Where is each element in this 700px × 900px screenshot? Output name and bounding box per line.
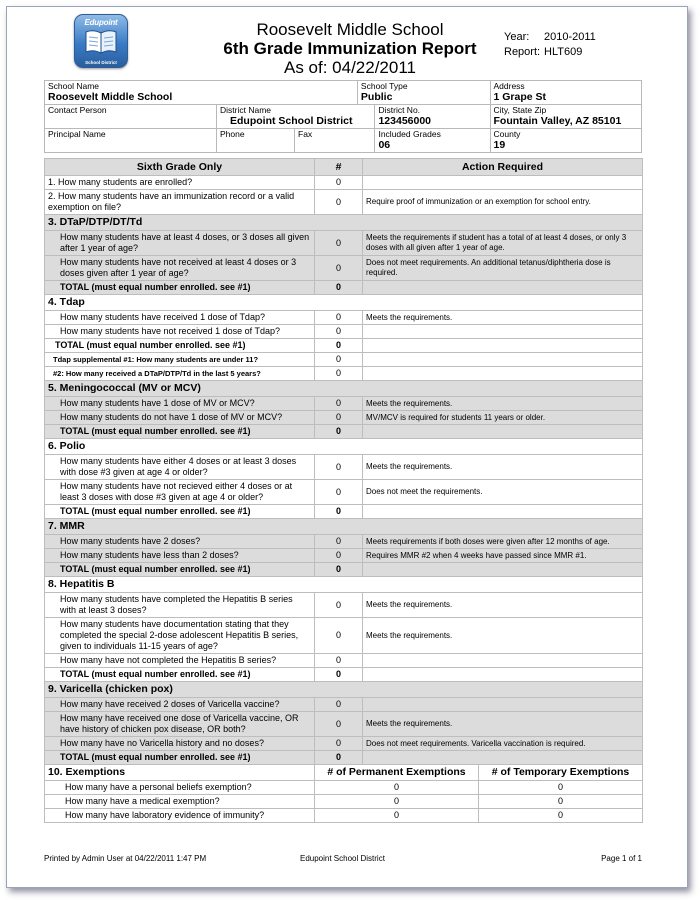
question-cell: 2. How many students have an immunization record or a valid exemption on file? — [45, 190, 315, 215]
phone-label: Phone — [220, 129, 245, 139]
count-cell: 0 — [315, 367, 363, 381]
section-title: 7. MMR — [45, 519, 643, 535]
question-cell: How many have a medical exemption? — [45, 795, 315, 809]
action-cell: Meets the requirements. — [363, 311, 643, 325]
perm-count-cell: 0 — [315, 809, 479, 823]
count-cell: 0 — [315, 593, 363, 618]
grades-label: Included Grades — [378, 129, 441, 139]
action-cell: Meets requirements if both doses were given after 12 months of age. — [363, 535, 643, 549]
district-name-label: District Name — [220, 105, 272, 115]
question-cell: How many have laboratory evidence of immunity? — [45, 809, 315, 823]
table-row — [45, 311, 643, 325]
as-of-date: As of: 04/22/2011 — [283, 58, 416, 77]
total-count: 0 — [315, 339, 363, 353]
section-header — [45, 682, 643, 698]
question-cell: How many students have at least 4 doses, or 3 doses all given after 1 year of age? — [45, 231, 315, 256]
fax-label: Fax — [298, 129, 313, 139]
total-row — [45, 281, 643, 295]
table-row — [45, 795, 643, 809]
action-cell: Meets the requirements if student has a total of at least 4 doses, or only 3 doses with all given after 1 year of age. — [363, 231, 643, 256]
address-label: Address — [493, 81, 525, 91]
section-header — [45, 439, 643, 455]
section-header — [45, 215, 643, 231]
question-cell: How many students do not have 1 dose of MV or MCV? — [45, 411, 315, 425]
total-label: TOTAL (must equal number enrolled. see #1) — [45, 281, 315, 295]
section-title: 5. Meningococcal (MV or MCV) — [45, 381, 643, 397]
table-row — [45, 593, 643, 618]
section-title: 3. DTaP/DTP/DT/Td — [45, 215, 643, 231]
table-row — [45, 737, 643, 751]
action-cell: Does not meet requirements. Varicella vaccination is required. — [363, 737, 643, 751]
section-header — [45, 765, 643, 781]
table-row — [45, 618, 643, 654]
total-row — [45, 425, 643, 439]
printed-by: Printed by Admin User at 04/22/2011 1:47 PM — [44, 854, 207, 863]
total-count: 0 — [315, 281, 363, 295]
table-row — [45, 397, 643, 411]
temp-count-cell: 0 — [479, 809, 643, 823]
table-row — [45, 809, 643, 823]
col-header-count: # — [315, 159, 363, 176]
action-cell: Meets the requirements. — [363, 455, 643, 480]
question-cell: Tdap supplemental #1: How many students are under 11? — [45, 353, 315, 367]
year-value: 2010-2011 — [544, 31, 596, 43]
question-cell: How many have received 2 doses of Varicella vaccine? — [45, 698, 315, 712]
question-cell: How many have a personal beliefs exemption? — [45, 781, 315, 795]
action-cell — [363, 176, 643, 190]
count-cell: 0 — [315, 737, 363, 751]
school-name-label: School Name — [48, 81, 100, 91]
total-row — [45, 505, 643, 519]
action-cell — [363, 353, 643, 367]
action-cell: Meets the requirements. — [363, 397, 643, 411]
count-cell: 0 — [315, 311, 363, 325]
table-row — [45, 480, 643, 505]
question-cell: How many have received one dose of Varicella vaccine, OR have history of chicken pox disease, OR both? — [45, 712, 315, 737]
count-cell: 0 — [315, 535, 363, 549]
table-row — [45, 712, 643, 737]
action-cell — [363, 698, 643, 712]
city-value: Fountain Valley, AZ 85101 — [493, 115, 622, 127]
table-row — [45, 231, 643, 256]
total-count: 0 — [315, 563, 363, 577]
question-cell: How many students have documentation stating that they completed the special 2-dose adolescent Hepatitis B series, given to individuals 11-15 years of age? — [45, 618, 315, 654]
section-header — [45, 577, 643, 593]
school-name-value: Roosevelt Middle School — [48, 91, 173, 103]
action-cell: Meets the requirements. — [363, 593, 643, 618]
temp-count-cell: 0 — [479, 795, 643, 809]
action-cell — [363, 425, 643, 439]
temp-count-cell: 0 — [479, 781, 643, 795]
question-cell: How many have no Varicella history and no doses? — [45, 737, 315, 751]
total-label: TOTAL (must equal number enrolled. see #1) — [45, 563, 315, 577]
action-cell — [363, 668, 643, 682]
action-cell: Requires MMR #2 when 4 weeks have passed since MMR #1. — [363, 549, 643, 563]
page-number: Page 1 of 1 — [601, 854, 642, 863]
temp-exemptions-header: # of Temporary Exemptions — [479, 765, 643, 781]
perm-count-cell: 0 — [315, 795, 479, 809]
action-cell — [363, 505, 643, 519]
question-cell: How many students have less than 2 doses? — [45, 549, 315, 563]
perm-exemptions-header: # of Permanent Exemptions — [315, 765, 479, 781]
contact-label: Contact Person — [48, 105, 107, 115]
section-title: 8. Hepatitis B — [45, 577, 643, 593]
table-row — [45, 781, 643, 795]
count-cell: 0 — [315, 712, 363, 737]
table-row — [45, 549, 643, 563]
count-cell: 0 — [315, 176, 363, 190]
question-cell: How many students have not recieved either 4 doses or at least 3 doses with dose #3 given at age 4 or older? — [45, 480, 315, 505]
action-cell — [363, 281, 643, 295]
report-label: Report: — [504, 46, 541, 58]
count-cell: 0 — [315, 231, 363, 256]
report-meta — [504, 30, 596, 60]
total-count: 0 — [315, 751, 363, 765]
table-row — [45, 455, 643, 480]
footer-district: Edupoint School District — [300, 854, 385, 863]
table-row — [45, 256, 643, 281]
action-cell — [363, 325, 643, 339]
county-label: County — [493, 129, 521, 139]
school-title: Roosevelt Middle School — [256, 20, 444, 39]
school-info-table — [44, 80, 642, 153]
action-cell — [363, 654, 643, 668]
section-header — [45, 381, 643, 397]
total-row — [45, 339, 643, 353]
action-cell — [363, 751, 643, 765]
table-row — [45, 190, 643, 215]
col-header-action: Action Required — [363, 159, 643, 176]
question-cell: How many students have received 1 dose of Tdap? — [45, 311, 315, 325]
table-row — [45, 353, 643, 367]
count-cell: 0 — [315, 353, 363, 367]
action-cell: Meets the requirements. — [363, 618, 643, 654]
count-cell: 0 — [315, 190, 363, 215]
total-count: 0 — [315, 425, 363, 439]
section-header — [45, 519, 643, 535]
report-id: HLT609 — [544, 46, 583, 58]
column-header-row — [45, 159, 643, 176]
question-cell: 1. How many students are enrolled? — [45, 176, 315, 190]
count-cell: 0 — [315, 397, 363, 411]
county-value: 19 — [493, 139, 506, 151]
total-label: TOTAL (must equal number enrolled. see #1) — [45, 425, 315, 439]
total-label: TOTAL (must equal number enrolled. see #1) — [45, 505, 315, 519]
section-header — [45, 295, 643, 311]
grades-value: 06 — [378, 139, 391, 151]
count-cell: 0 — [315, 455, 363, 480]
logo-top-text: Edupoint — [84, 18, 118, 27]
table-row — [45, 698, 643, 712]
section-title: 10. Exemptions — [45, 765, 315, 781]
city-label: City, State Zip — [493, 105, 547, 115]
action-cell — [363, 563, 643, 577]
school-type-value: Public — [360, 91, 393, 103]
total-label: TOTAL (must equal number enrolled. see #1) — [45, 668, 315, 682]
action-cell: Require proof of immunization or an exemption for school entry. — [363, 190, 643, 215]
year-label: Year: — [504, 31, 530, 43]
school-type-label: School Type — [360, 81, 408, 91]
question-cell: #2: How many received a DTaP/DTP/Td in the last 5 years? — [45, 367, 315, 381]
table-row — [45, 411, 643, 425]
section-title: 9. Varicella (chicken pox) — [45, 682, 643, 698]
immunization-table — [44, 158, 643, 823]
question-cell: How many students have 2 doses? — [45, 535, 315, 549]
table-row — [45, 325, 643, 339]
principal-label: Principal Name — [48, 129, 106, 139]
count-cell: 0 — [315, 480, 363, 505]
action-cell: Meets the requirements. — [363, 712, 643, 737]
question-cell: How many students have not received at least 4 doses or 3 doses given after 1 year of age? — [45, 256, 315, 281]
table-row — [45, 367, 643, 381]
question-cell: How many students have either 4 doses or at least 3 doses with dose #3 given at age 4 or older? — [45, 455, 315, 480]
district-no-value: 123456000 — [378, 115, 432, 127]
total-row — [45, 563, 643, 577]
count-cell: 0 — [315, 549, 363, 563]
total-row — [45, 668, 643, 682]
table-row — [45, 176, 643, 190]
question-cell: How many students have completed the Hepatitis B series with at least 3 doses? — [45, 593, 315, 618]
logo-bottom-text: School District — [85, 60, 117, 65]
section-title: 4. Tdap — [45, 295, 643, 311]
total-label: TOTAL (must equal number enrolled. see #1) — [45, 339, 315, 353]
count-cell: 0 — [315, 618, 363, 654]
count-cell: 0 — [315, 698, 363, 712]
col-header-question: Sixth Grade Only — [45, 159, 315, 176]
district-name-value: Edupoint School District — [230, 115, 353, 127]
action-cell — [363, 367, 643, 381]
perm-count-cell: 0 — [315, 781, 479, 795]
section-title: 6. Polio — [45, 439, 643, 455]
report-title: 6th Grade Immunization Report — [223, 39, 477, 58]
district-no-label: District No. — [378, 105, 421, 115]
table-row — [45, 654, 643, 668]
question-cell: How many students have not received 1 dose of Tdap? — [45, 325, 315, 339]
total-count: 0 — [315, 668, 363, 682]
total-row — [45, 751, 643, 765]
action-cell: Does not meet requirements. An additional tetanus/diphtheria dose is required. — [363, 256, 643, 281]
action-cell: Does not meet the requirements. — [363, 480, 643, 505]
question-cell: How many have not completed the Hepatitis B series? — [45, 654, 315, 668]
total-label: TOTAL (must equal number enrolled. see #1) — [45, 751, 315, 765]
action-cell: MV/MCV is required for students 11 years or older. — [363, 411, 643, 425]
count-cell: 0 — [315, 256, 363, 281]
count-cell: 0 — [315, 325, 363, 339]
total-count: 0 — [315, 505, 363, 519]
count-cell: 0 — [315, 654, 363, 668]
action-cell — [363, 339, 643, 353]
question-cell: How many students have 1 dose of MV or MCV? — [45, 397, 315, 411]
table-row — [45, 535, 643, 549]
address-value: 1 Grape St — [493, 91, 547, 103]
count-cell: 0 — [315, 411, 363, 425]
